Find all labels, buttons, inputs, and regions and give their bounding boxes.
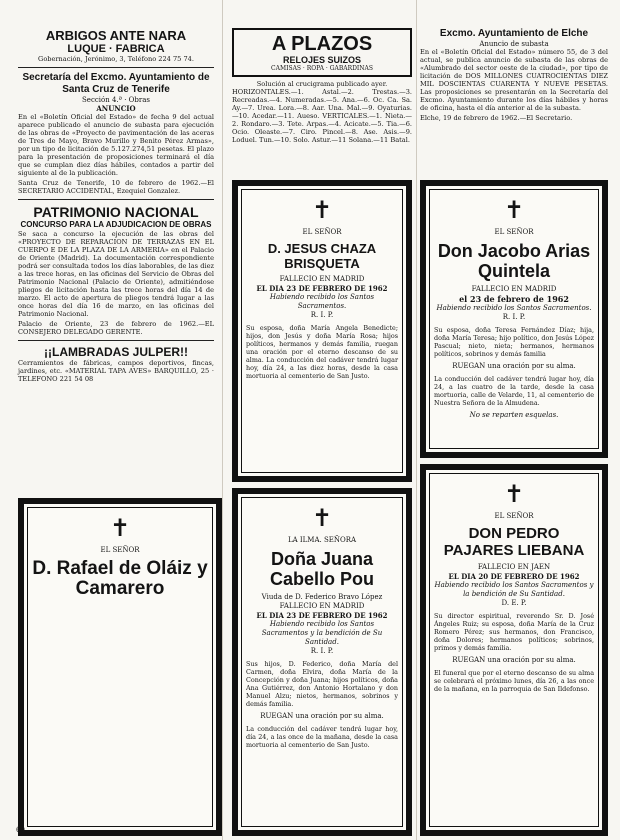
d2-senora: LA ILMA. SEÑORA — [287, 536, 357, 544]
d1-body: Su esposa, doña María Angela Benedicte; hijos, don Jesús y doña María Rosa; hijos políticos, hermanos y demás familia, ruegan una oración por el eterno descanso de su alma. La conducción del cadáver tendrá lugar hoy, día 24, a las diez horas, desde la casa mortuoria al cementerio de San Justo. — [246, 324, 398, 380]
elche-subtitle: Anuncio de subasta — [479, 40, 549, 48]
crossword-body: HORIZONTALES.—1. Astal.—2. Trestas.—3. Recreadas.—4. Numeradas.—5. Ana.—6. Oc. Ca. Sa. Ay.—7. Urea. Lora.—8. Aar. Una. Mal.—9. Oyaturias.—10. Acedar.—11. Aueso. VERTICALES.—1. Nieta.—2. Rondaro.—3. Tete. Arpas.—4. Acicate.—5. Tia.—6. Ocio. Oleaste.—7. Ciro. Pincel.—8. Ase. Asis.—9. Loduel. Tun.—10. Solo. Astur.—11 Solana.—11 Batal. — [232, 88, 412, 144]
tenerife-anuncio: ANUNCIO — [96, 104, 136, 113]
cross-icon: ✝ — [503, 196, 525, 224]
elche-body: En el «Boletín Oficial del Estado» número 55, de 3 del actual, se publica anuncio de subasta de las obras de «Alumbrado del sector oeste de la ciudad», por tipo de licitación de DOS MILLONES CUATROCIENTAS DIEZ MIL DOSCIENTAS CUARENTA Y NUEVE PESETAS. Las proposiciones se presentarán en la Secretaría del Excmo. Ayuntamiento durante los días hábiles y horas de oficina, hasta el día anterior al de la subasta. — [420, 48, 608, 112]
d2-sacraments: Habiendo recibido los Santos Sacramentos y la bendición de Su Santidad. — [261, 620, 383, 646]
d1-senor: EL SEÑOR — [302, 228, 342, 236]
tenerife-signature: Santa Cruz de Tenerife, 10 de febrero de 1962.—El SECRETARIO ACCIDENTAL, Ezequiel Gonzalez. — [18, 179, 214, 195]
elche-signature: Elche, 19 de febrero de 1962.—El Secretario. — [420, 114, 573, 122]
plazos-subtitle: RELOJES SUIZOS — [282, 55, 362, 65]
crossword-title: Solución al crucigrama publicado ayer. — [256, 80, 388, 88]
d3-senor: EL SEÑOR — [494, 228, 534, 236]
arbiter-subtitle: LUQUE · FABRICA — [67, 43, 165, 55]
lambradas-title: ¡¡LAMBRADAS JULPER!! — [44, 345, 188, 359]
d3-tail: La conducción del cadáver tendrá lugar hoy, día 24, a las cuatro de la tarde, desde la casa mortuoria, calle de Velarde, 11, al cementerio de Nuestra Señora de la Almudena. — [434, 375, 594, 407]
d4-place: FALLECIO EN JAEN — [477, 563, 551, 571]
d2-tail: La conducción del cadáver tendrá lugar hoy, día 24, a las once de la mañana, desde la casa mortuoria al cementerio de San Justo. — [246, 725, 398, 749]
d4-body: Su director espiritual, reverendo Sr. D. José Ángeles Ruiz; su esposa, doña María de la Cruz Romero Pérez; sus hermanos, don Francisco, doña Dolores; hermanos políticos; sobrinos, primos y demás familia. — [434, 612, 594, 652]
patrimonio-subtitle: CONCURSO PARA LA ADJUDICACION DE OBRAS — [20, 220, 212, 229]
patrimonio-body: Se saca a concurso la ejecución de las obras del «PROYECTO DE REPARACION DE TERRAZAS EN EL CUERPO E DE LA PLAZA DE LA ARMERIA» en el Palacio de Oriente (Madrid). La documentación correspondiente podrá ser consultada todos los días laborables, de las diez a las trece horas, en las oficinas del Servicio de Obras del Patrimonio Nacional (Palacio de Oriente), admitiéndose pliegos de licitación hasta las trece horas del día 14 de marzo. El acto de apertura de pliegos tendrá lugar a las once horas del día 16 de marzo, en las oficinas del Patrimonio Nacional. — [18, 230, 214, 318]
d3-date: el 23 de febrero de 1962 — [459, 294, 569, 304]
d1-place: FALLECIO EN MADRID — [279, 275, 365, 283]
arbiter-address: Gobernación, Jerónimo, 3, Teléfono 224 75 74. — [38, 55, 194, 63]
d3-body: Su esposa, doña Teresa Fernández Díaz; hija, doña María Teresa; hijo político, don Jesús López Pascual; nieto, nieta; hermanos, hermanos políticos, sobrinos y demás familia — [434, 326, 594, 358]
plazos-ad — [232, 28, 412, 77]
d4-ruegan: RUEGAN una oración por su alma. — [452, 656, 576, 664]
arbiter-title: ARBIGOS ANTE NARA — [45, 28, 187, 43]
plazos-logo: A PLAZOS — [271, 33, 373, 55]
d2-place: FALLECIO EN MADRID — [279, 602, 365, 610]
d3-place: FALLECIO EN MADRID — [471, 285, 557, 293]
d1-rip: R. I. P. — [310, 311, 334, 319]
d4-senor: EL SEÑOR — [494, 512, 534, 520]
d3-sacraments: Habiendo recibido los Santos Sacramentos. — [436, 304, 592, 312]
d2-widow: Viuda de D. Federico Bravo López — [261, 593, 383, 601]
obituary-olaiz: ✝ EL SEÑOR D. Rafael de Oláiz y Camarero — [18, 498, 222, 836]
cross-icon: ✝ — [311, 504, 333, 532]
d2-rip: R. I. P. — [310, 647, 334, 655]
d4-sacraments: Habiendo recibido los Santos Sacramentos y la bendición de Su Santidad. — [434, 581, 594, 598]
d4-tail: El funeral que por el eterno descanso de su alma se celebrará el próximo lunes, día 26, a las once de la mañana, en la parroquia de San Ildefonso. — [434, 669, 594, 693]
column-center — [232, 28, 412, 144]
d2-date: EL DIA 23 DE FEBRERO DE 1962 — [256, 611, 388, 620]
plazos-note: CAMISAS · ROPA · GABARDINAS — [271, 65, 373, 72]
tenerife-body: En el «Boletín Oficial del Estado» de fecha 9 del actual aparece publicado el anuncio de subasta para ejecución de las obras de «Proyecto de pavimentación de las aceras de Tres de Mayo, Bravo Murillo y Benito Pérez Armas», por un tipo de licitación de 5.127.274,51 pesetas. El plazo para la presentación de proposiciones terminará el día que se cumplan diez días hábiles, contados a partir del siguiente al de la publicación. — [18, 113, 214, 177]
d1-sacraments: Habiendo recibido los Santos Sacramentos. — [269, 293, 375, 310]
column-divider — [416, 0, 417, 840]
d2-body: Sus hijos, D. Federico, doña María del Carmen, doña Elvira, doña María de la Concepción y doña Juana; hijos políticos, doña Ana Gutiérrez, don Antonio Hortalano y don Manuel Alzu; nietos, hermanos, sobrinos y demás familia. — [246, 660, 398, 708]
d3-note: No se reparten esquelas. — [469, 411, 559, 419]
cross-icon: ✝ — [503, 480, 525, 508]
obituary-arias — [420, 180, 608, 458]
cross-icon: ✝ — [109, 514, 131, 542]
tenerife-section: Sección 4.ª · Obras — [82, 96, 150, 104]
d1-date: EL DIA 23 DE FEBRERO DE 1962 — [256, 284, 388, 293]
column-left — [18, 28, 214, 383]
d1-name: D. JESUS CHAZA BRISQUETA — [267, 241, 377, 271]
elche-title: Excmo. Ayuntamiento de Elche — [439, 28, 589, 39]
column-divider — [222, 0, 223, 840]
d4-rip: D. E. P. — [501, 599, 527, 607]
obituary-pajares — [420, 464, 608, 836]
d3-ruegan: RUEGAN una oración por su alma. — [452, 362, 576, 370]
patrimonio-signature: Palacio de Oriente, 23 de febrero de 1962.—EL CONSEJERO DELEGADO GERENTE. — [18, 320, 214, 336]
patrimonio-title: PATRIMONIO NACIONAL — [33, 204, 199, 220]
d2-ruegan: RUEGAN una oración por su alma. — [260, 712, 384, 720]
d2-name: Doña Juana Cabello Pou — [269, 549, 374, 589]
obituary-cabello — [232, 488, 412, 836]
d3-name: Don Jacobo Arias Quintela — [437, 241, 591, 281]
page-number: 60 — [16, 826, 25, 834]
lambradas-body: Cerramientos de fábricas, campos deportivos, fincas, jardines, etc. «MATERIAL TAPA AVES» BARQUILLO, 25 · TELEFONO 221 54 08 — [18, 359, 214, 383]
cross-icon: ✝ — [311, 196, 333, 224]
column-right — [420, 28, 608, 122]
d4-name: DON PEDRO PAJARES LIEBANA — [443, 525, 585, 559]
obituary-chaza — [232, 180, 412, 482]
d4-date: EL DIA 20 DE FEBRERO DE 1962 — [448, 572, 580, 581]
d3-rip: R. I. P. — [502, 313, 526, 321]
tenerife-title: Secretaría del Excmo. Ayuntamiento de Santa Cruz de Tenerife — [22, 72, 210, 95]
